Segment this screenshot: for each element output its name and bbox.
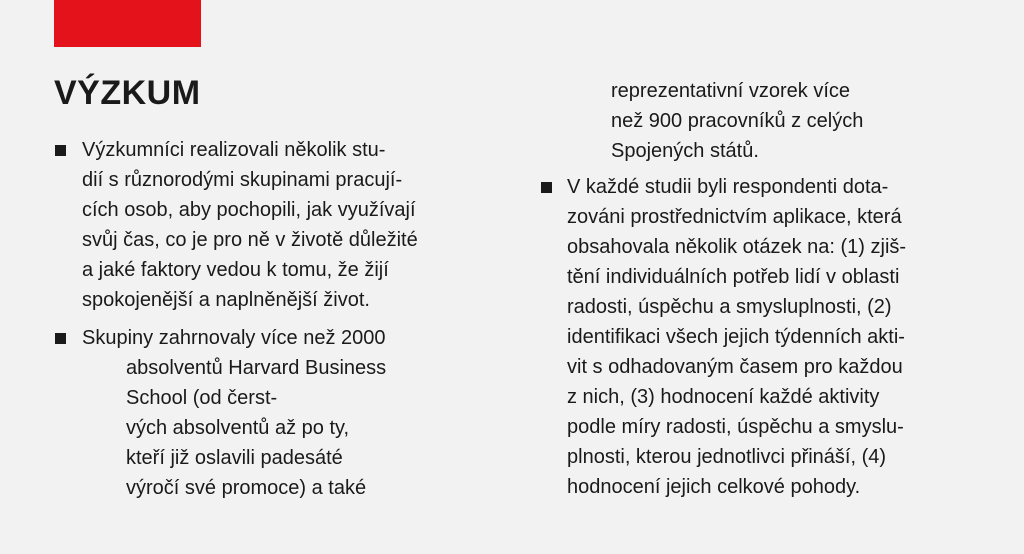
bullet-3-line: tění individuálních potřeb lidí v oblasti: [567, 266, 900, 288]
bullet-1-line: dií s různorodými skupinami pracují-: [82, 169, 403, 191]
bullet-1-line: a jaké faktory vedou k tomu, že žijí: [82, 259, 389, 281]
square-bullet-icon: [541, 182, 552, 193]
bullet-2-continued-line: než 900 pracovníků z celých: [611, 110, 864, 132]
bullet-1-line: svůj čas, co je pro ně v životě důležité: [82, 229, 418, 251]
bullet-1-line: spokojenější a naplněnější život.: [82, 289, 370, 311]
bullet-2-line: School (od čerst-: [126, 387, 278, 409]
bullet-2-line: kteří již oslavili padesáté: [126, 447, 343, 469]
red-accent-bar: [54, 0, 201, 47]
bullet-2-line: absolventů Harvard Business: [126, 357, 387, 379]
bullet-2-line: Skupiny zahrnovaly více než 2000: [82, 327, 386, 349]
bullet-3-line: identifikaci všech jejich týdenních akti-: [567, 326, 905, 348]
bullet-3-line: plnosti, kterou jednotlivci přináší, (4): [567, 446, 887, 468]
bullet-2-line: výročí své promoce) a také: [126, 477, 367, 499]
bullet-3-line: obsahovala několik otázek na: (1) zjiš-: [567, 236, 907, 258]
bullet-2-continued-line: reprezentativní vzorek více: [611, 80, 850, 102]
bullet-3-line: hodnocení jejich celkové pohody.: [567, 476, 861, 498]
bullet-3-line: radosti, úspěchu a smysluplnosti, (2): [567, 296, 892, 318]
bullet-1-line: cích osob, aby pochopili, jak využívají: [82, 199, 416, 221]
bullet-2-line: vých absolventů až po ty,: [126, 417, 350, 439]
bullet-3-line: V každé studii byli respondenti dota-: [567, 176, 889, 198]
bullet-1-line: Výzkumníci realizovali několik stu-: [82, 139, 386, 161]
square-bullet-icon: [55, 145, 66, 156]
bullet-3-line: zováni prostřednictvím aplikace, která: [567, 206, 902, 228]
bullet-2-continued-line: Spojených států.: [611, 140, 759, 162]
bullet-3-line: podle míry radosti, úspěchu a smyslu-: [567, 416, 904, 438]
bullet-3-line: z nich, (3) hodnocení každé aktivity: [567, 386, 880, 408]
section-title: VÝZKUM: [54, 74, 201, 112]
bullet-3-line: vit s odhadovaným časem pro každou: [567, 356, 903, 378]
square-bullet-icon: [55, 333, 66, 344]
